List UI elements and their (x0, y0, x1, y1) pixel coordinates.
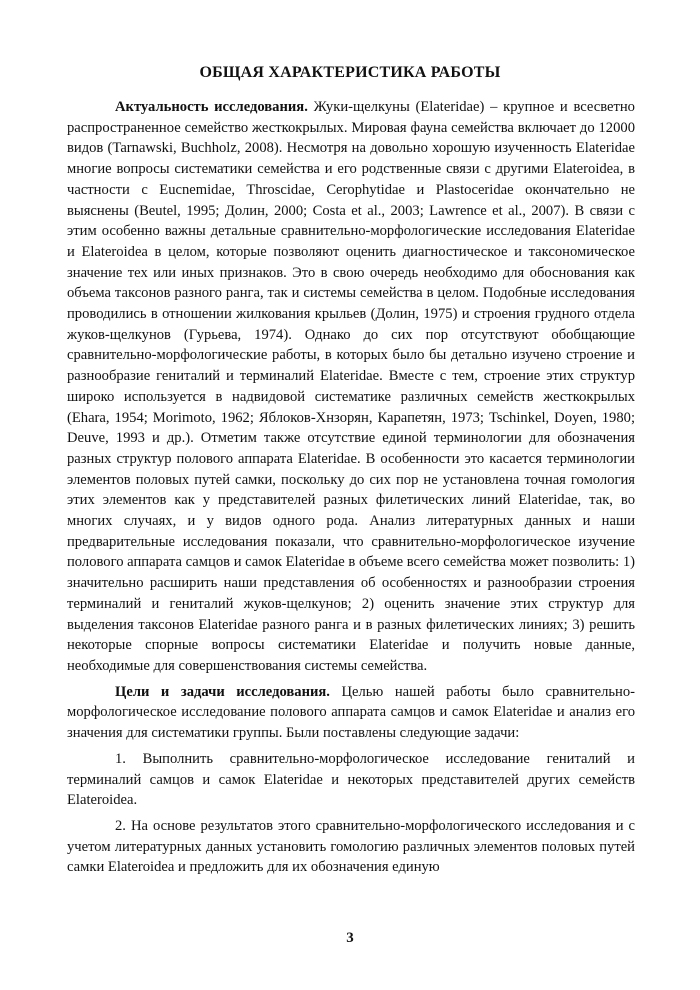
paragraph-text: 1. Выполнить сравнительно-морфологическое исследование гениталий и терминалий самцов и самок Elateridae и некоторых представителей других семейств Elateroidea. (67, 750, 635, 809)
paragraph-text: Целью нашей работы было сравнительно-морфологическое исследование полового аппарата самцов и самок Elateridae и анализ его значения для систематики группы. Были поставлены следующие задачи: (67, 683, 635, 742)
page-number: 3 (346, 930, 354, 946)
page-title: ОБЩАЯ ХАРАКТЕРИСТИКА РАБОТЫ (199, 64, 501, 81)
paragraph-goals (67, 682, 635, 744)
body-text (67, 97, 635, 878)
task-item-1 (67, 749, 635, 811)
paragraph-text: Жуки-щелкуны (Elateridae) – крупное и всесветно распространенное семейство жесткокрылых. Мировая фауна семейства включает до 12000 видов (Tarnawski, Buchholz, 2008). Несмотря на довольно хорошую изученность Elateridae многие вопросы систематики семейства и его родственные связи с другими Elateroidea, в частности с Eucnemidae, Throscidae, Cerophytidae и Plastoceridae окончательно не выяснены (Beutel, 1995; Долин, 2000; Costa et al., 2003; Lawrence et al., 2007). В связи с этим особенно важны детальные сравнительно-морфологические исследования Elateridae и Elateroidea в целом, которые позволяют оценить диагностическое и таксономическое значение тех или иных признаков. Это в свою очередь необходимо для обоснования как объема таксонов разного ранга, так и системы семейства в целом. Подобные исследования проводились в отношении жилкования крыльев (Долин, 1975) и строения грудного отдела жуков-щелкунов (Гурьева, 1974). Однако до сих пор отсутствуют обобщающие сравнительно-морфологические работы, в которых было бы детально изучено строение и разнообразие гениталий и терминалий Elateridae. Вместе с тем, строение этих структур широко используется в надвидовой систематике различных семейств жесткокрылых (Ehara, 1954; Morimoto, 1962; Яблоков-Хнзорян, Карапетян, 1973; Tschinkel, Doyen, 1980; Deuve, 1993 и др.). Отметим также отсутствие единой терминологии для обозначения разных структур полового аппарата Elateridae. В особенности это касается терминологии элементов половых путей самки, поскольку до сих пор не установлена точная гомология этих элементов как у представителей разных филетических линий Elateridae, так, во многих случаях, и у видов одного рода. Анализ литературных данных и наши предварительные исследования показали, что сравнительно-морфологическое изучение полового аппарата самцов и самок Elateridae в объеме всего семейства может позволить: 1) значительно расширить наши представления об особенностях и разнообразии строения терминалий и гениталий жуков-щелкунов; 2) оценить значение этих структур для выделения таксонов Elateridae разного ранга и в разных филетических линиях; 3) решить некоторые спорные вопросы систематики Elateridae и получить новые данные, необходимые для совершенствования системы семейства. (67, 99, 635, 674)
paragraph-lead: Актуальность исследования. (115, 99, 308, 115)
paragraph-text: 2. На основе результатов этого сравнительно-морфологического исследования и с учетом литературных данных установить гомологию различных элементов половых путей самки Elateroidea и предложить для их обозначения единую (67, 817, 635, 876)
paragraph-lead: Цели и задачи исследования. (115, 683, 330, 700)
task-item-2 (67, 816, 635, 878)
paragraph-relevance (67, 97, 635, 677)
